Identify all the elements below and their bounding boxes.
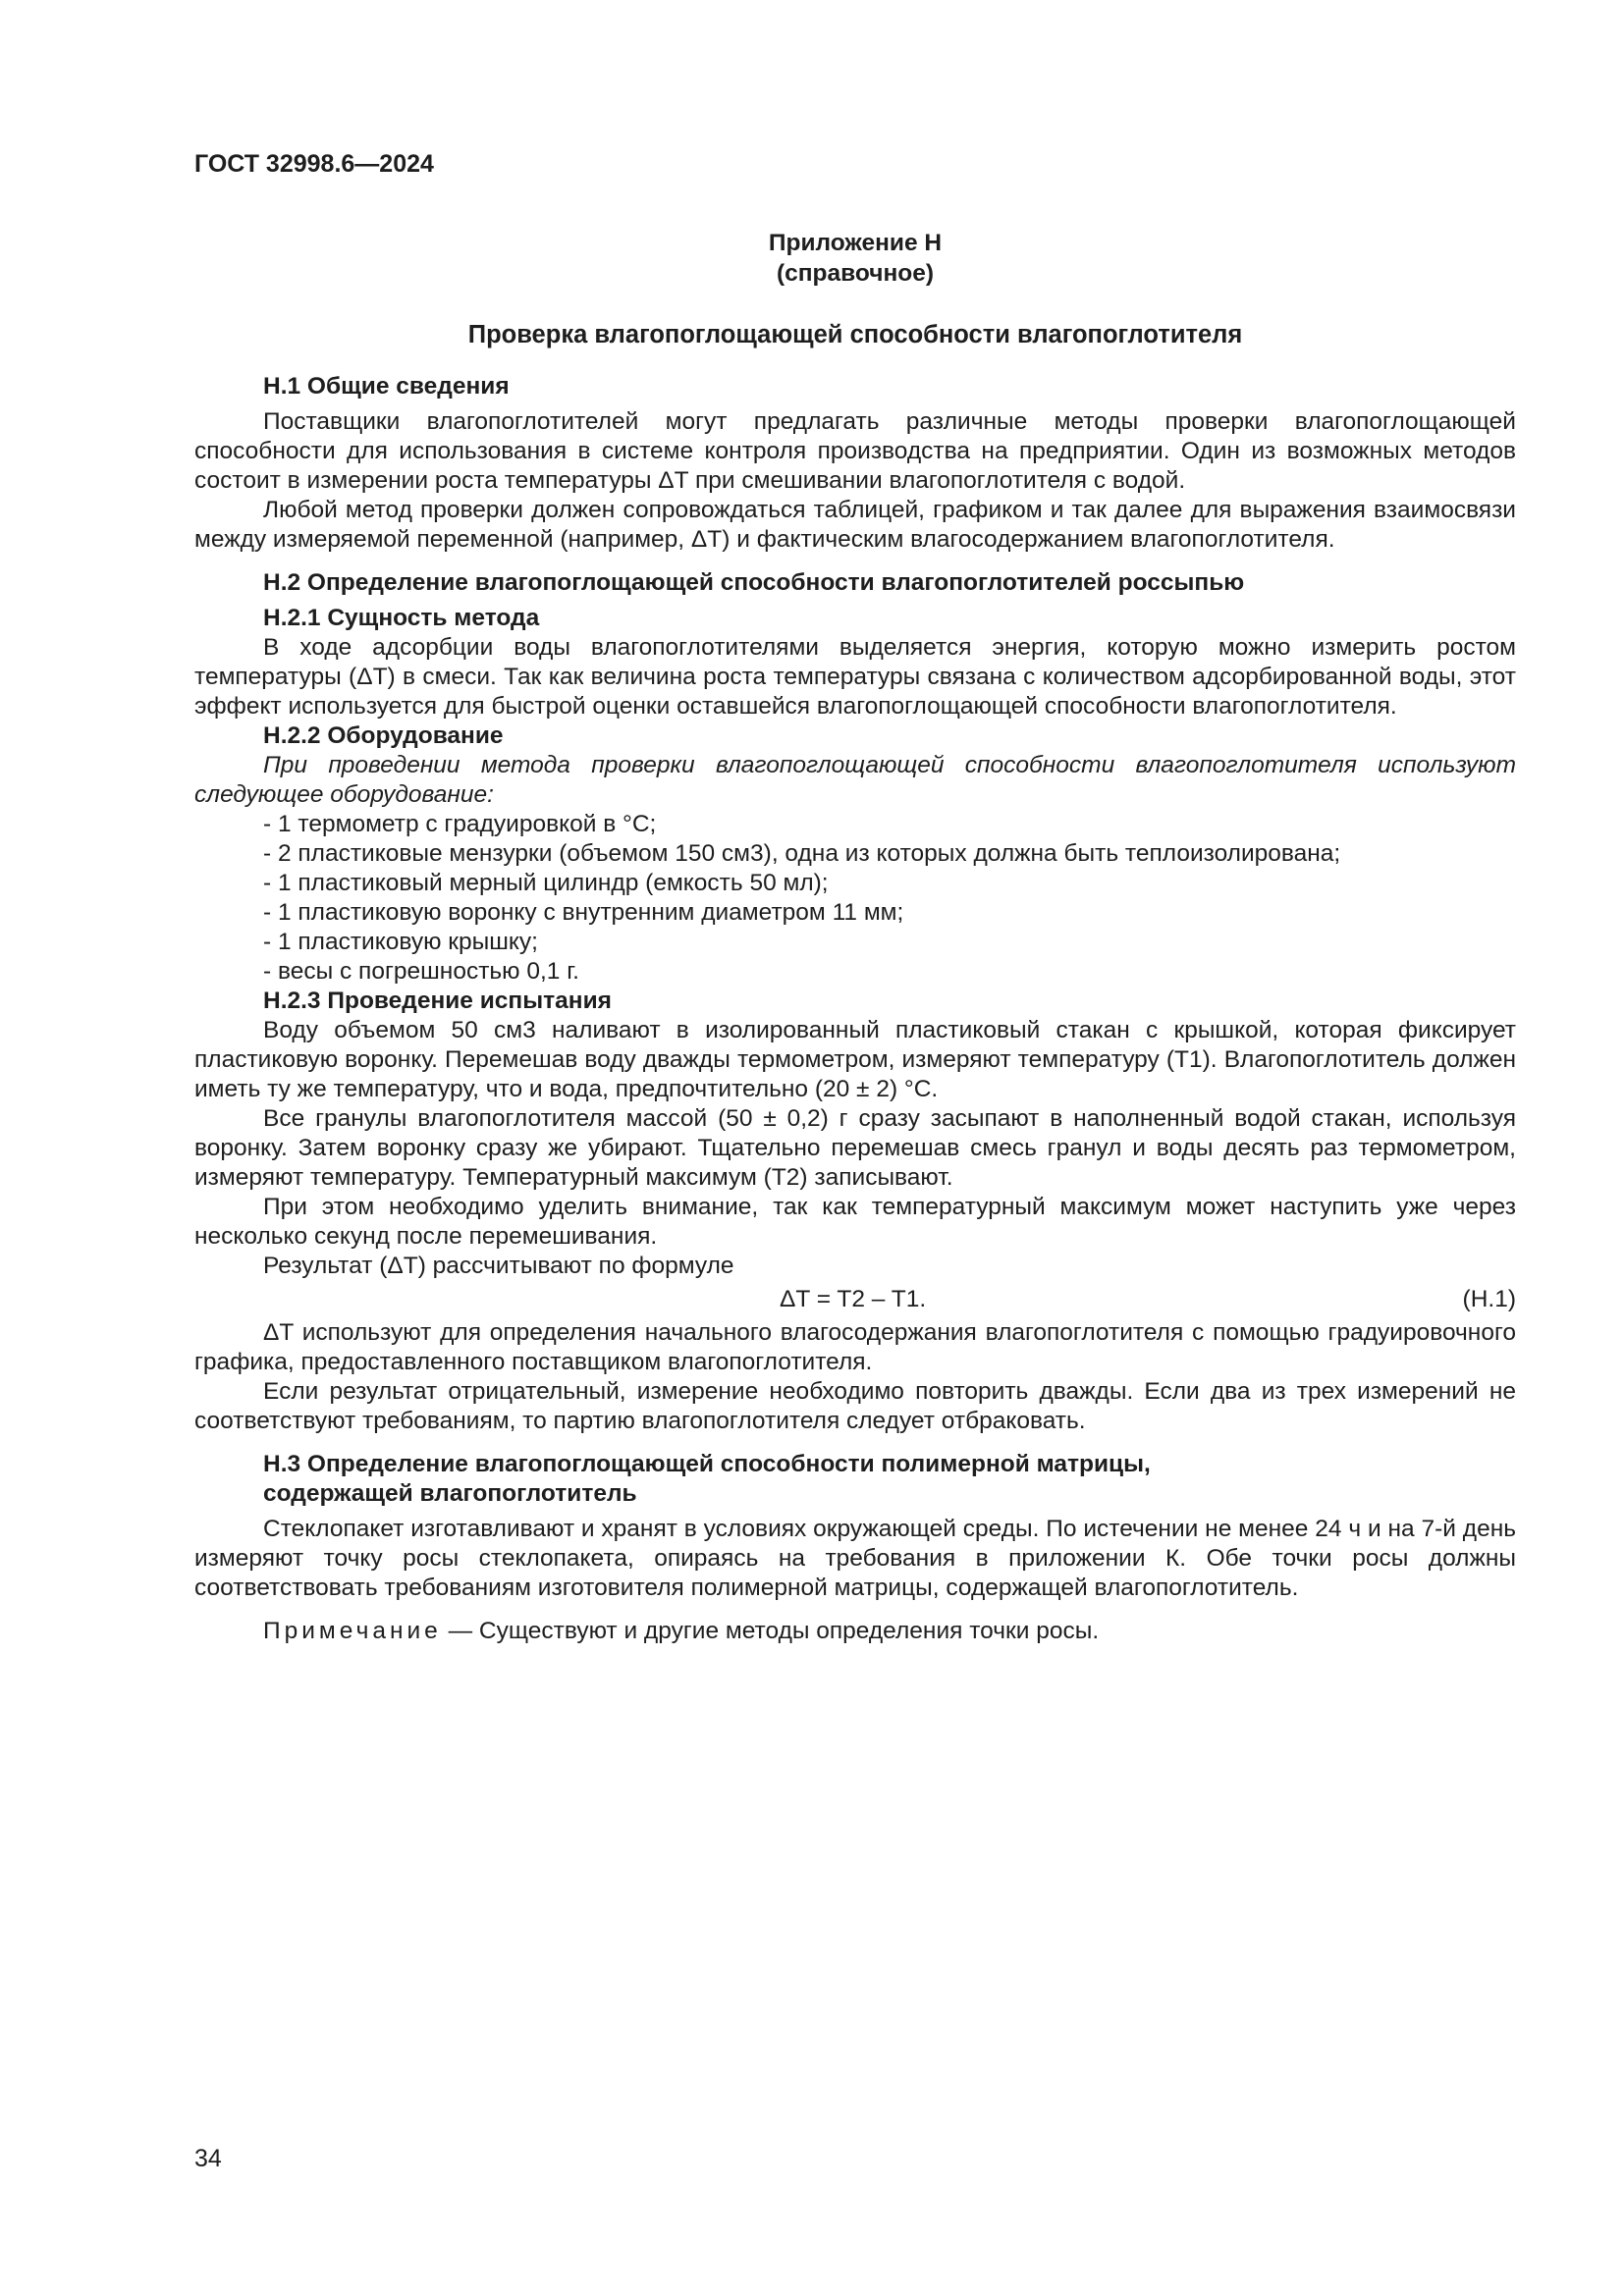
document-content: [194, 228, 1516, 1646]
formula-number: (Н.1): [1462, 1286, 1516, 1312]
note: [194, 1617, 1516, 1646]
annex-label: Приложение Н: [768, 230, 943, 256]
subsection-heading: Н.2.1 Сущность метода: [263, 605, 540, 631]
list-item: - 1 пластиковую крышку;: [263, 929, 538, 955]
list-item: - 2 пластиковые мензурки (объемом 150 см3), одна из которых должна быть теплоизолирована;: [263, 840, 1341, 867]
paragraph: При проведении метода проверки влагопоглощающей способности влагопоглотителя используют следующее оборудование:: [194, 752, 1516, 808]
list-item: - 1 термометр с градуировкой в °С;: [263, 811, 657, 837]
annex-heading: [194, 228, 1516, 350]
section-heading-line: содержащей влагопоглотитель: [263, 1480, 637, 1507]
list-item: - 1 пластиковый мерный цилиндр (емкость 50 мл);: [263, 870, 829, 896]
subsection-heading: Н.2.2 Оборудование: [263, 722, 504, 749]
page-number: 34: [194, 2145, 222, 2172]
note-label: Примечание: [263, 1618, 442, 1644]
formula-block: [194, 1281, 1516, 1318]
annex-title: Проверка влагопоглощающей способности влагопоглотителя: [467, 321, 1243, 348]
paragraph: В ходе адсорбции воды влагопоглотителями выделяется энергия, которую можно измерить ростом температуры (ΔT) в смеси. Так как величина роста температуры связана с количеством адсорбированной воды, этот эффект используется для быстрой оценки оставшейся влагопоглощающей способности влагопоглотителя.: [194, 634, 1516, 720]
list-item: - 1 пластиковую воронку с внутренним диаметром 11 мм;: [263, 899, 904, 926]
paragraph: Если результат отрицательный, измерение необходимо повторить дважды. Если два из трех измерений не соответствуют требованиям, то партию влагопоглотителя следует отбраковать.: [194, 1378, 1516, 1434]
document-code: ГОСТ 32998.6—2024: [194, 150, 434, 178]
paragraph: Поставщики влагопоглотителей могут предлагать различные методы проверки влагопоглощающей способности для использования в системе контроля производства на предприятии. Один из возможных методов состоит в измерении роста температуры ΔT при смешивании влагопоглотителя с водой.: [194, 408, 1516, 494]
subsection-heading: Н.2.3 Проведение испытания: [263, 988, 612, 1014]
paragraph: Результат (ΔT) рассчитывают по формуле: [263, 1253, 734, 1279]
paragraph: Стеклопакет изготавливают и хранят в условиях окружающей среды. По истечении не менее 24 ч и на 7-й день измеряют точку росы стеклопакета, опираясь на требования в приложении К. Обе точки росы должны соответствовать требованиям изготовителя полимерной матрицы, содержащей влагопоглотитель.: [194, 1516, 1516, 1601]
note-text: — Существуют и другие методы определения точки росы.: [441, 1618, 1100, 1644]
paragraph: ΔT используют для определения начального влагосодержания влагопоглотителя с помощью градуировочного графика, предоставленного поставщиком влагопоглотителя.: [194, 1319, 1516, 1375]
paragraph: Воду объемом 50 см3 наливают в изолированный пластиковый стакан с крышкой, которая фиксирует пластиковую воронку. Перемешав воду дважды термометром, измеряют температуру (T1). Влагопоглотитель должен иметь ту же температуру, что и вода, предпочтительно (20 ± 2) °С.: [194, 1017, 1516, 1102]
paragraph: Любой метод проверки должен сопровождаться таблицей, графиком и так далее для выражения взаимосвязи между измеряемой переменной (например, ΔT) и фактическим влагосодержанием влагопоглотителя.: [194, 497, 1516, 553]
annex-kind: (справочное): [776, 260, 935, 287]
paragraph: При этом необходимо уделить внимание, так как температурный максимум может наступить уже через несколько секунд после перемешивания.: [194, 1194, 1516, 1250]
formula-expression: ΔT = T2 – T1.: [780, 1286, 927, 1312]
paragraph: Все гранулы влагопоглотителя массой (50 ± 0,2) г сразу засыпают в наполненный водой стакан, используя воронку. Затем воронку сразу же убирают. Тщательно перемешав смесь гранул и воды десять раз термометром, измеряют температуру. Температурный максимум (T2) записывают.: [194, 1105, 1516, 1191]
section-heading: Н.1 Общие сведения: [263, 373, 510, 400]
section-heading: [194, 1450, 1516, 1509]
list-item: - весы с погрешностью 0,1 г.: [263, 958, 579, 985]
section-heading-line: Н.3 Определение влагопоглощающей способности полимерной матрицы,: [263, 1451, 1151, 1477]
section-heading: Н.2 Определение влагопоглощающей способности влагопоглотителей россыпью: [263, 569, 1245, 596]
